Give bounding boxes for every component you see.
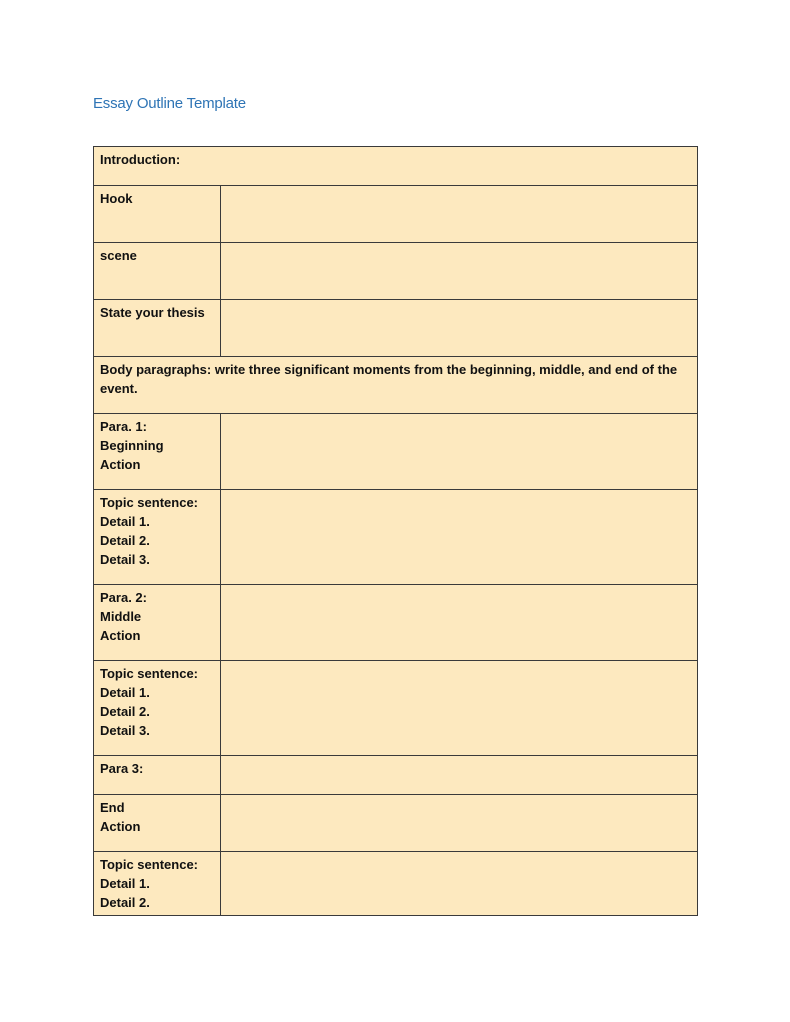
- para3-details-label: [94, 852, 221, 916]
- table-row-para2-details: [94, 661, 698, 756]
- para1-details-line: Detail 3.: [100, 552, 150, 567]
- para1-label: [94, 414, 221, 490]
- page-title: Essay Outline Template: [93, 95, 246, 112]
- para3-answer-cell[interactable]: [221, 756, 698, 795]
- table-row-para1: [94, 414, 698, 490]
- scene-label: scene: [94, 243, 221, 300]
- table-row-para3: [94, 756, 698, 795]
- para3-end-answer-cell[interactable]: [221, 795, 698, 852]
- thesis-answer-cell[interactable]: [221, 300, 698, 357]
- table-row-introduction: [94, 147, 698, 186]
- para1-label-line: Action: [100, 457, 141, 472]
- para1-details-line: Detail 1.: [100, 514, 150, 529]
- table-row-body-paragraphs: [94, 357, 698, 414]
- para1-details-answer-cell[interactable]: [221, 490, 698, 585]
- para1-details-line: Detail 2.: [100, 533, 150, 548]
- para3-end-line: Action: [100, 819, 141, 834]
- table-row-para1-details: [94, 490, 698, 585]
- table-row-para3-end: [94, 795, 698, 852]
- table-row-scene: [94, 243, 698, 300]
- introduction-heading: Introduction:: [94, 147, 698, 186]
- para1-details-line: Topic sentence:: [100, 495, 199, 510]
- essay-outline-table: [93, 146, 698, 916]
- para3-end-line: End: [100, 800, 125, 815]
- para1-details-label: [94, 490, 221, 585]
- para3-details-line: Detail 1.: [100, 876, 150, 891]
- para3-end-label: [94, 795, 221, 852]
- thesis-label: State your thesis: [94, 300, 221, 357]
- para2-label-line: Middle: [100, 609, 142, 624]
- para3-details-line: Detail 2.: [100, 895, 150, 910]
- para1-answer-cell[interactable]: [221, 414, 698, 490]
- body-paragraphs-instruction: Body paragraphs: write three significant moments from the beginning, middle, and end of the event.: [94, 357, 698, 414]
- para2-label-line: Para. 2:: [100, 590, 147, 605]
- para2-details-label: [94, 661, 221, 756]
- para2-details-answer-cell[interactable]: [221, 661, 698, 756]
- scene-answer-cell[interactable]: [221, 243, 698, 300]
- hook-label: Hook: [94, 186, 221, 243]
- table-row-para3-details: [94, 852, 698, 916]
- para3-label: Para 3:: [94, 756, 221, 795]
- table-row-para2: [94, 585, 698, 661]
- para2-details-line: Detail 3.: [100, 723, 150, 738]
- para1-label-line: Beginning: [100, 438, 164, 453]
- para1-label-line: Para. 1:: [100, 419, 147, 434]
- para2-details-line: Detail 2.: [100, 704, 150, 719]
- para2-answer-cell[interactable]: [221, 585, 698, 661]
- table-row-hook: [94, 186, 698, 243]
- para3-details-line: Topic sentence:: [100, 857, 199, 872]
- para2-details-line: Topic sentence:: [100, 666, 199, 681]
- para2-label: [94, 585, 221, 661]
- table-row-thesis: [94, 300, 698, 357]
- para2-label-line: Action: [100, 628, 141, 643]
- para3-details-answer-cell[interactable]: [221, 852, 698, 916]
- para2-details-line: Detail 1.: [100, 685, 150, 700]
- hook-answer-cell[interactable]: [221, 186, 698, 243]
